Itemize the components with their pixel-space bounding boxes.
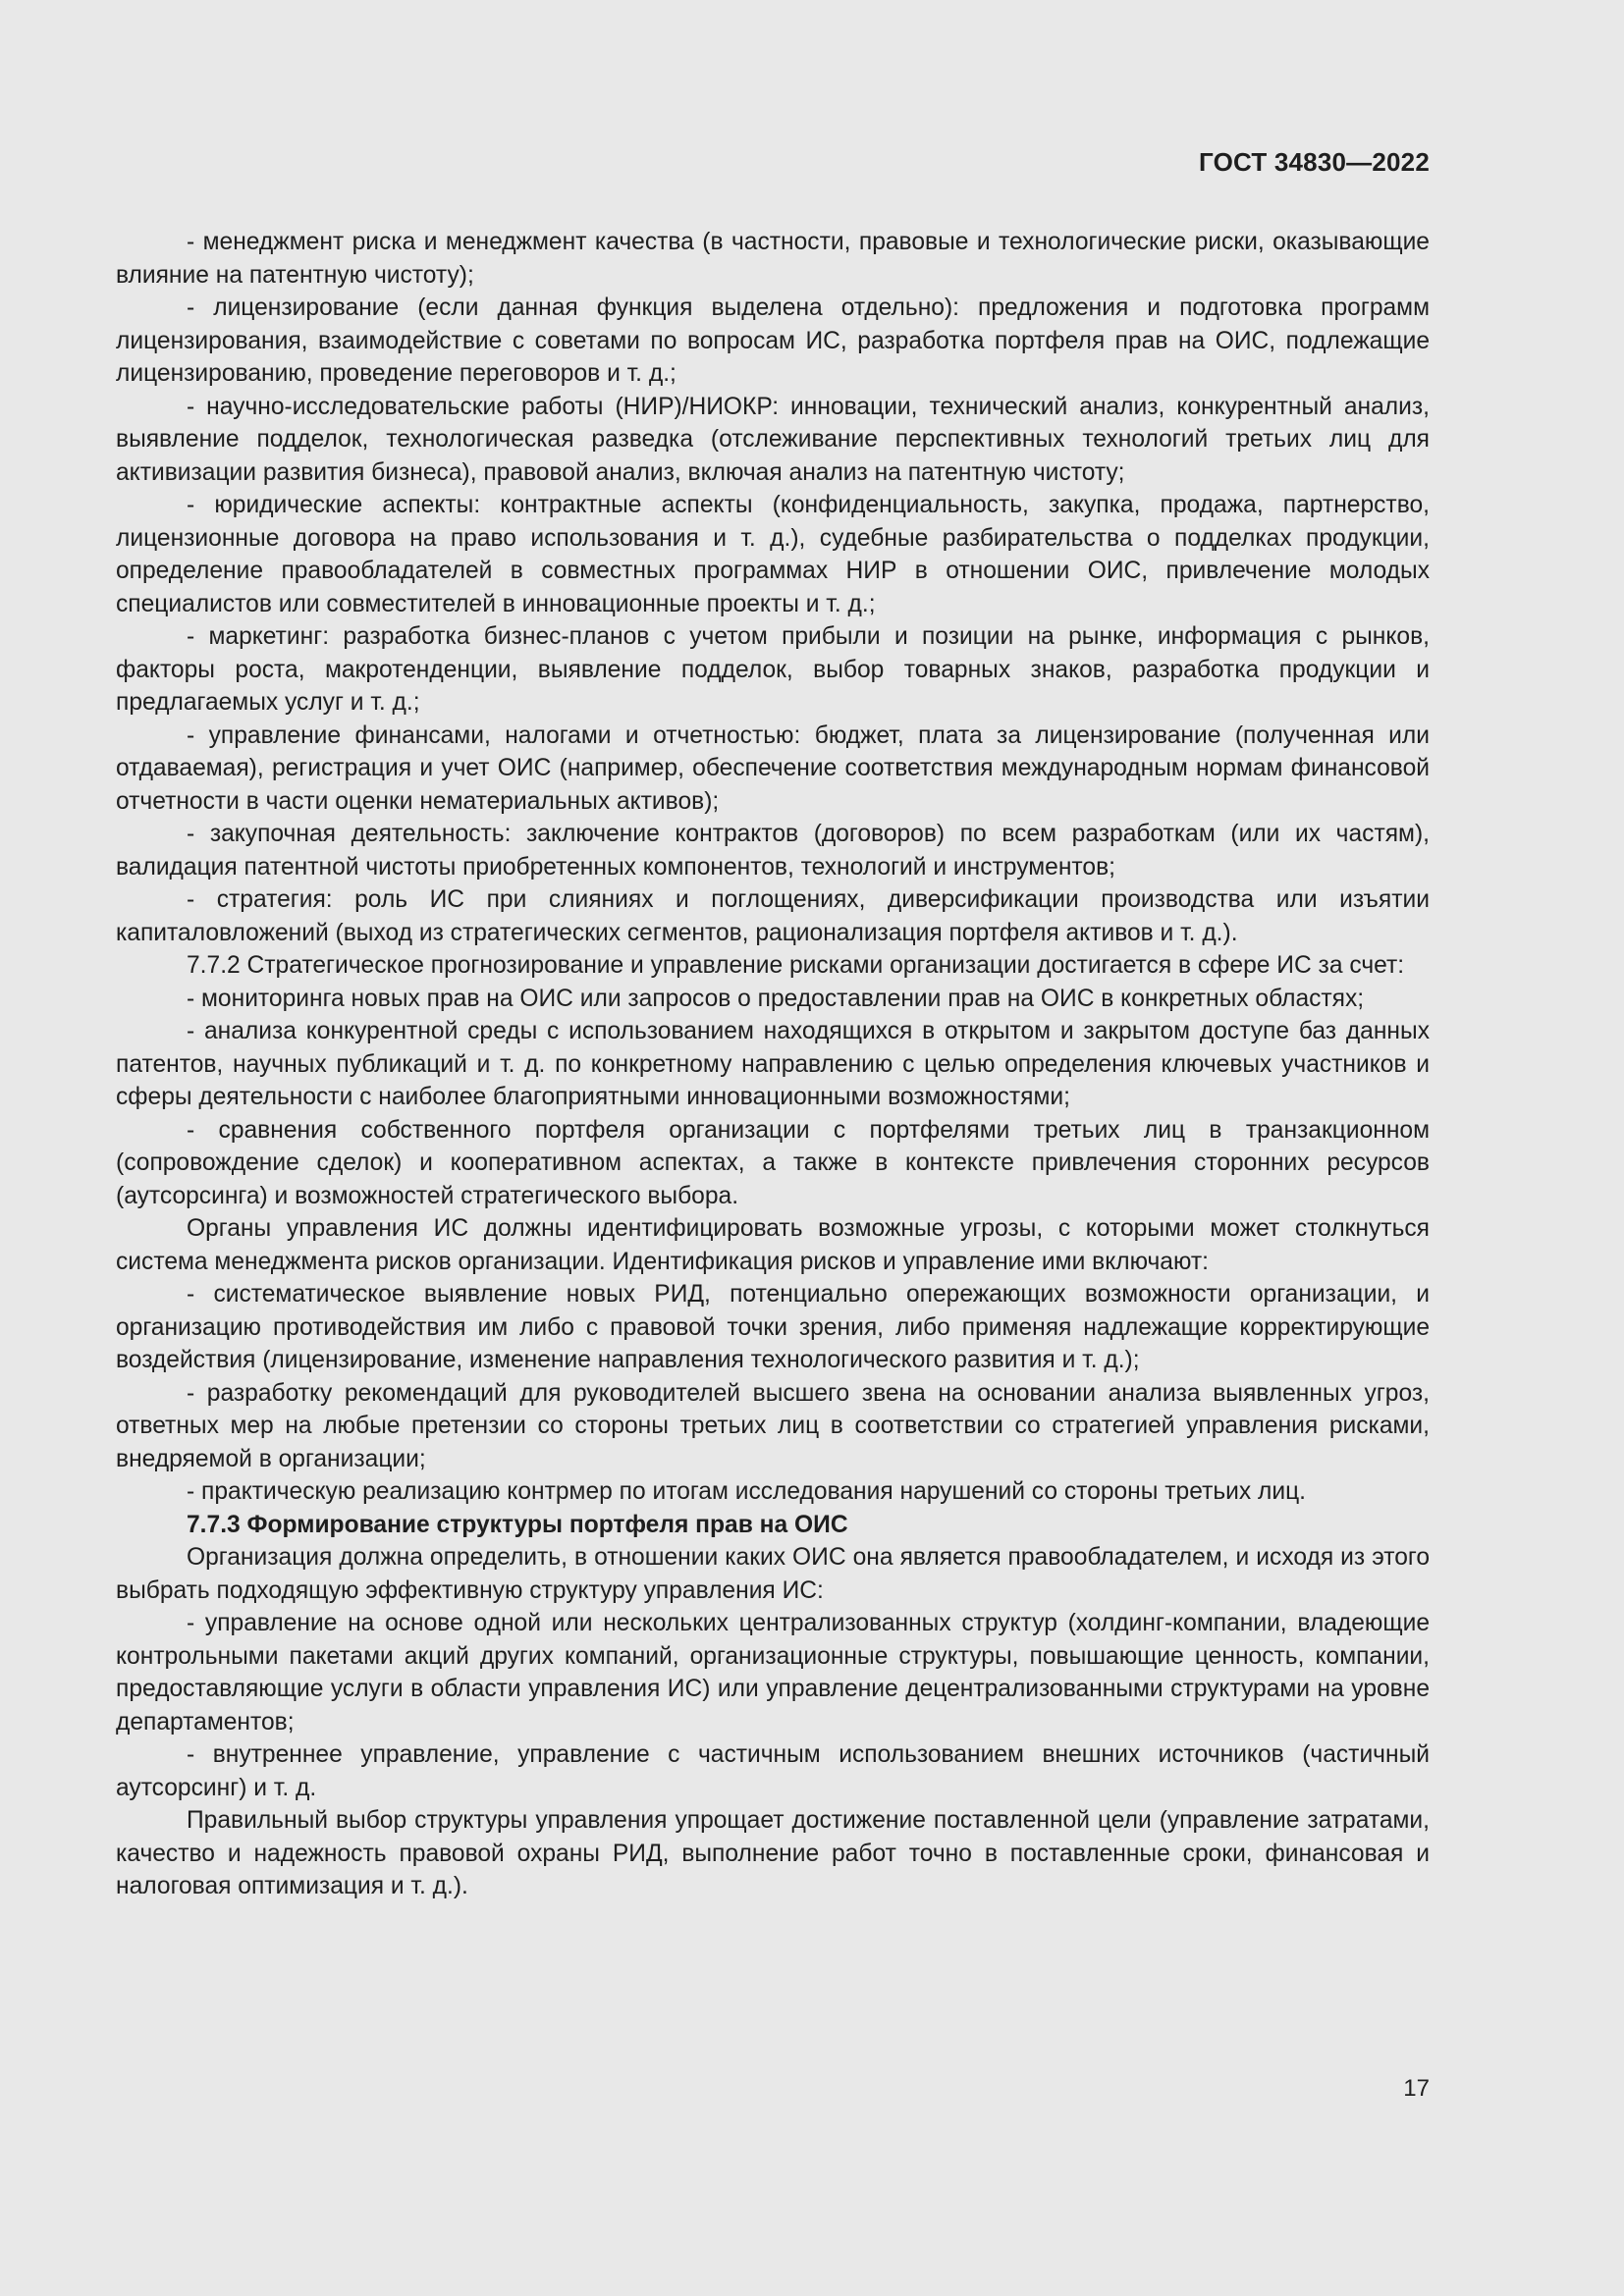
paragraph: - разработку рекомендаций для руководителей высшего звена на основании анализа выявленных угроз, ответных мер на любые претензии со стороны третьих лиц в соответствии со стратегией управления рисками, внедряемой в организации; [116, 1379, 1430, 1472]
paragraph: - управление на основе одной или нескольких централизованных структур (холдинг-компании, владеющие контрольными пакетами акций других компаний, организационные структуры, повышающие ценность, компании, предоставляющие услуги в области управления ИС) или управление децентрализованными структурами на уровне департаментов; [116, 1610, 1430, 1735]
paragraph: - юридические аспекты: контрактные аспекты (конфиденциальность, закупка, продажа, партнерство, лицензионные договора на право использования и т. д.), судебные разбирательства о подделках продукции, определение правообладателей в совместных программах НИР в отношении ОИС, привлечение молодых специалистов или совместителей в инновационные проекты и т. д.; [116, 492, 1430, 617]
paragraph: - сравнения собственного портфеля организации с портфелями третьих лиц в транзакционном (сопровождение сделок) и кооперативном аспектах, а также в контексте привлечения сторонних ресурсов (аутсорсинга) и возможностей стратегического выбора. [116, 1116, 1430, 1209]
paragraph: - внутреннее управление, управление с частичным использованием внешних источников (частичный аутсорсинг) и т. д. [116, 1741, 1430, 1801]
paragraph: - практическую реализацию контрмер по итогам исследования нарушений со стороны третьих лиц. [187, 1478, 1307, 1505]
paragraph: 7.7.2 Стратегическое прогнозирование и управление рисками организации достигается в сфере ИС за счет: [187, 952, 1405, 979]
paragraph: - анализа конкурентной среды с использованием находящихся в открытом и закрытом доступе баз данных патентов, научных публикаций и т. д. по конкретному направлению с целью определения ключевых участников и сферы деятельности с наиболее благоприятными инновационными возможностями; [116, 1018, 1430, 1110]
paragraph: - стратегия: роль ИС при слияниях и поглощениях, диверсификации производства или изъятии капиталовложений (выход из стратегических сегментов, рационализация портфеля активов и т. д.). [116, 886, 1430, 946]
paragraph: - закупочная деятельность: заключение контрактов (договоров) по всем разработкам (или их частям), валидация патентной чистоты приобретенных компонентов, технологий и инструментов; [116, 821, 1430, 881]
document-code-header: ГОСТ 34830—2022 [1199, 147, 1430, 177]
paragraph: - мониторинга новых прав на ОИС или запросов о предоставлении прав на ОИС в конкретных областях; [187, 985, 1365, 1012]
paragraph: Органы управления ИС должны идентифицировать возможные угрозы, с которыми может столкнуться система менеджмента рисков организации. Идентификация рисков и управление ими включают: [116, 1215, 1430, 1275]
body-text [116, 226, 1430, 1903]
paragraph: - систематическое выявление новых РИД, потенциально опережающих возможности организации, и организацию противодействия им либо с правовой точки зрения, либо применяя надлежащие корректирующие воздействия (лицензирование, изменение направления технологического развития и т. д.); [116, 1281, 1430, 1373]
paragraph: Организация должна определить, в отношении каких ОИС она является правообладателем, и исходя из этого выбрать подходящую эффективную структуру управления ИС: [116, 1544, 1430, 1604]
paragraph: - маркетинг: разработка бизнес-планов с учетом прибыли и позиции на рынке, информация с рынков, факторы роста, макротенденции, выявление подделок, выбор товарных знаков, разработка продукции и предлагаемых услуг и т. д.; [116, 623, 1430, 716]
section-heading: 7.7.3 Формирование структуры портфеля прав на ОИС [187, 1511, 848, 1538]
paragraph: - научно-исследовательские работы (НИР)/НИОКР: инновации, технический анализ, конкурентный анализ, выявление подделок, технологическая разведка (отслеживание перспективных технологий третьих лиц для активизации развития бизнеса), правовой анализ, включая анализ на патентную чистоту; [116, 393, 1430, 486]
paragraph: - лицензирование (если данная функция выделена отдельно): предложения и подготовка программ лицензирования, взаимодействие с советами по вопросам ИС, разработка портфеля прав на ОИС, подлежащие лицензированию, проведение переговоров и т. д.; [116, 294, 1430, 387]
paragraph: - менеджмент риска и менеджмент качества (в частности, правовые и технологические риски, оказывающие влияние на патентную чистоту); [116, 229, 1430, 289]
page-number: 17 [1403, 2075, 1430, 2102]
paragraph: - управление финансами, налогами и отчетностью: бюджет, плата за лицензирование (полученная или отдаваемая), регистрация и учет ОИС (например, обеспечение соответствия международным нормам финансовой отчетности в части оценки нематериальных активов); [116, 721, 1430, 815]
paragraph: Правильный выбор структуры управления упрощает достижение поставленной цели (управление затратами, качество и надежность правовой охраны РИД, выполнение работ точно в поставленные сроки, финансовая и налоговая оптимизация и т. д.). [116, 1807, 1430, 1899]
